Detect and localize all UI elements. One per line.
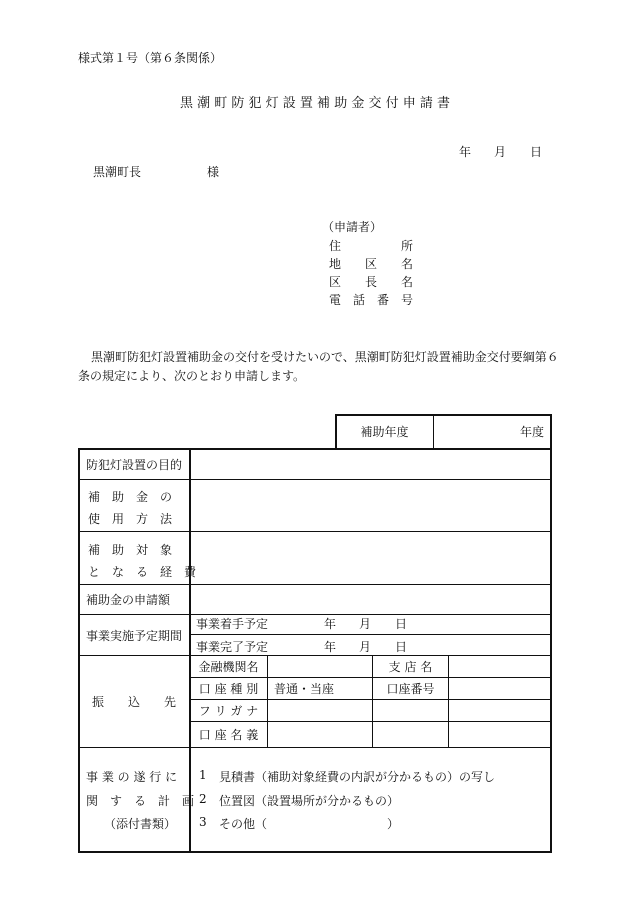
usage-label-line-2: 使 用 方 法: [88, 512, 173, 526]
usage-input[interactable]: [191, 481, 549, 530]
applicant-district-label: 地 区 名: [329, 257, 414, 271]
amount-input[interactable]: [191, 586, 549, 613]
account-name-input[interactable]: [269, 723, 549, 746]
fiscal-year-label: 補助年度: [360, 425, 409, 439]
attachment-number: 1: [199, 768, 207, 782]
fiscal-year-suffix: 年度: [520, 425, 545, 439]
attachment-text: 見積書（補助対象経費の内訳が分かるもの）の写し: [219, 770, 496, 784]
date-month-label: 月: [494, 145, 507, 159]
furigana-label: フ リ ガ ナ: [198, 704, 259, 718]
bank-name-label: 金融機関名: [198, 660, 259, 674]
end-day-unit: 日: [395, 640, 408, 654]
fiscal-year-input[interactable]: [446, 416, 516, 447]
amount-label: 補助金の申請額: [86, 593, 171, 607]
purpose-input[interactable]: [191, 450, 549, 478]
plan-label-line-2: 関 す る 計 画: [86, 794, 195, 808]
table-border: [78, 479, 551, 480]
account-type-value[interactable]: 普通・当座: [274, 682, 335, 696]
attachment-text: その他（ ）: [219, 817, 400, 831]
branch-name-input[interactable]: [450, 657, 549, 676]
table-border: [78, 448, 80, 853]
expense-label-line-2: と な る 経 費: [88, 565, 197, 579]
applicant-phone-label: 電 話 番 号: [329, 293, 414, 307]
form-number: 様式第１号（第６条関係）: [78, 51, 223, 65]
end-year-unit: 年: [324, 640, 337, 654]
account-type-label: 口 座 種 別: [198, 682, 259, 696]
usage-label-line-1: 補 助 金 の: [88, 490, 173, 504]
period-label: 事業実施予定期間: [86, 628, 183, 643]
account-number-input[interactable]: [450, 679, 549, 698]
transfer-label: 振 込 先: [91, 695, 176, 709]
attachment-number: 2: [199, 792, 207, 806]
addressee-honorific: 様: [207, 165, 220, 179]
start-day-unit: 日: [395, 617, 408, 631]
table-border: [78, 531, 551, 532]
table-border: [78, 747, 551, 748]
date-year-label: 年: [459, 145, 472, 159]
table-border: [267, 655, 268, 747]
account-name-label: 口 座 名 義: [198, 728, 259, 742]
body-text-line-1: 黒潮町防犯灯設置補助金の交付を受けたいので、黒潮町防犯灯設置補助金交付要綱第６: [91, 350, 559, 364]
applicant-address-label: 住 所: [329, 239, 414, 253]
bank-name-input[interactable]: [269, 657, 371, 676]
expense-input[interactable]: [191, 533, 549, 583]
end-date-label: 事業完了予定: [196, 640, 269, 654]
start-month-unit: 月: [359, 617, 372, 631]
addressee-name: 黒潮町長: [93, 165, 142, 179]
table-border: [78, 851, 551, 853]
table-border: [189, 634, 551, 635]
applicant-head-name-label: 区 長 名: [329, 275, 414, 289]
body-text-line-2: 条の規定により、次のとおり申請します。: [78, 369, 306, 383]
purpose-label: 防犯灯設置の目的: [86, 457, 183, 472]
expense-label-line-1: 補 助 対 象: [88, 543, 173, 557]
branch-name-label: 支 店 名: [388, 660, 433, 674]
plan-label-line-1: 事 業 の 遂 行 に: [86, 770, 178, 784]
attachment-text: 位置図（設置場所が分かるもの）: [219, 794, 400, 808]
furigana-input[interactable]: [269, 701, 549, 720]
applicant-heading: （申請者）: [322, 220, 383, 234]
document-title: 黒 潮 町 防 犯 灯 設 置 補 助 金 交 付 申 請 書: [180, 96, 450, 111]
plan-label-line-3: （添付書類）: [104, 817, 177, 831]
account-number-label: 口座番号: [386, 682, 435, 696]
start-date-label: 事業着手予定: [196, 617, 269, 631]
table-border: [433, 414, 434, 449]
end-month-unit: 月: [359, 640, 372, 654]
start-year-unit: 年: [324, 617, 337, 631]
date-day-label: 日: [530, 145, 543, 159]
attachment-number: 3: [199, 815, 207, 829]
